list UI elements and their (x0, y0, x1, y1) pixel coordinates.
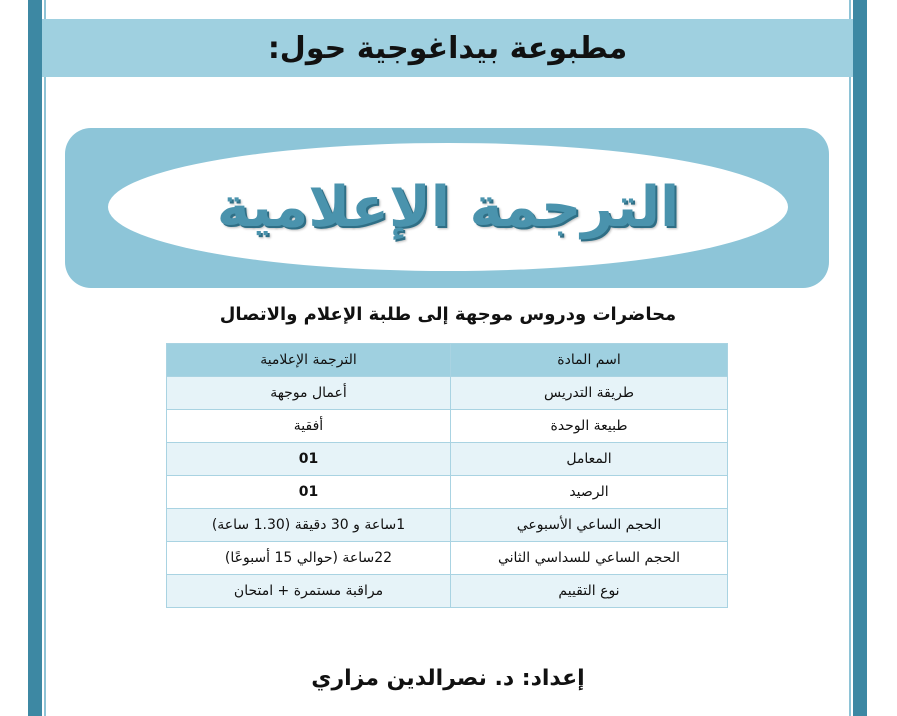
table-cell-label: الحجم الساعي للسداسي الثاني (451, 542, 728, 575)
left-border (28, 0, 42, 716)
table-row (167, 344, 728, 377)
table-cell-label: الحجم الساعي الأسبوعي (451, 509, 728, 542)
table-cell-value: أفقية (167, 410, 451, 443)
subtitle: محاضرات ودروس موجهة إلى طلبة الإعلام والاتصال (219, 304, 677, 325)
table-cell-value: مراقبة مستمرة + امتحان (167, 575, 451, 608)
table-cell-label: الرصيد (451, 476, 728, 509)
table-row (167, 410, 728, 443)
table-cell-value: 1ساعة و 30 دقيقة (1.30 ساعة) (167, 509, 451, 542)
table-cell-value: 01 (167, 443, 451, 476)
table-row (167, 443, 728, 476)
table-cell-label: نوع التقييم (451, 575, 728, 608)
table-row (167, 575, 728, 608)
left-inner-border (44, 0, 46, 716)
document-title: الترجمة الإعلامية (216, 174, 680, 240)
title-ellipse (108, 143, 788, 271)
table-row (167, 377, 728, 410)
right-inner-border (849, 0, 851, 716)
table-row (167, 542, 728, 575)
table-row (167, 476, 728, 509)
table-cell-label: طبيعة الوحدة (451, 410, 728, 443)
table-cell-label: طريقة التدريس (451, 377, 728, 410)
table-row (167, 509, 728, 542)
header-title: مطبوعة بيداغوجية حول: (267, 30, 628, 66)
table-cell-value: 01 (167, 476, 451, 509)
table-cell-value: أعمال موجهة (167, 377, 451, 410)
table-cell-value: الترجمة الإعلامية (167, 344, 451, 377)
header-band (42, 19, 853, 77)
course-info-table (166, 343, 728, 608)
author-credit: إعداد: د. نصرالدين مزاري (311, 666, 585, 691)
right-border (853, 0, 867, 716)
table-cell-label: المعامل (451, 443, 728, 476)
table-cell-value: 22ساعة (حوالي 15 أسبوعًا) (167, 542, 451, 575)
table-cell-label: اسم المادة (451, 344, 728, 377)
